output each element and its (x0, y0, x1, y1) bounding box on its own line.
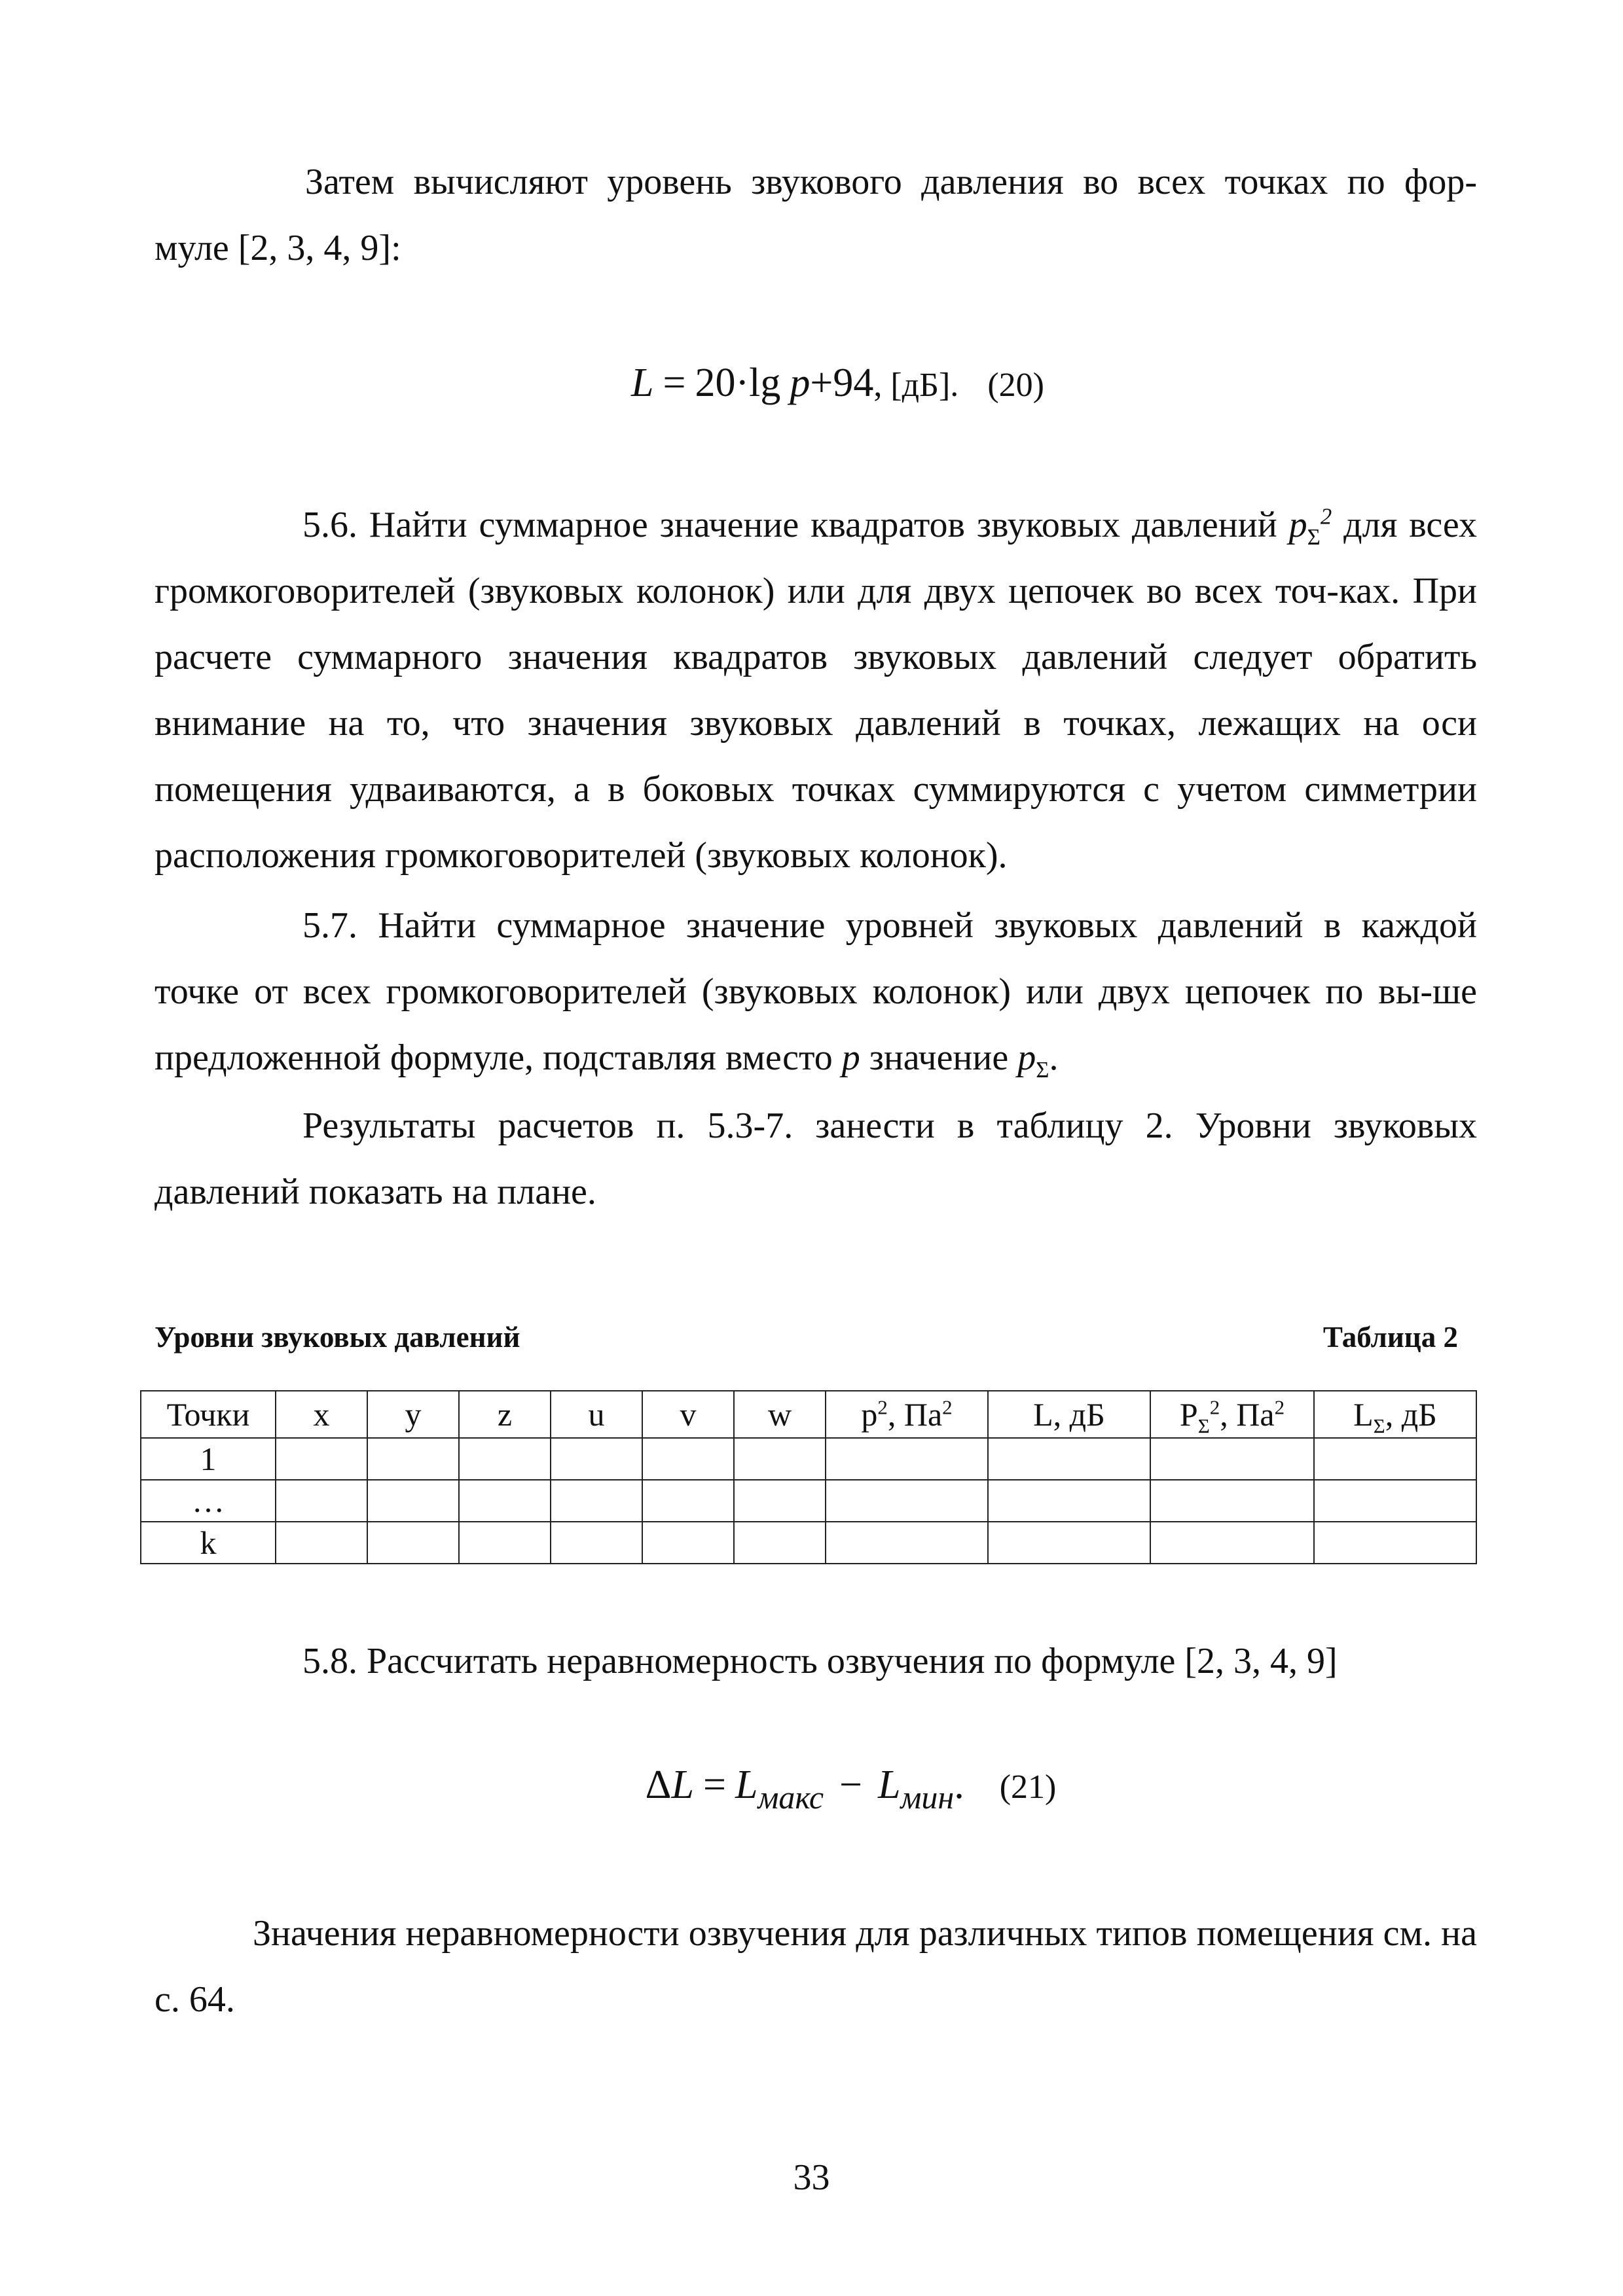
table-cell (276, 1522, 367, 1564)
th-psum-sup: 2 (1209, 1395, 1220, 1419)
equation-20 (0, 360, 1623, 406)
th-psum-sub: Σ (1197, 1414, 1210, 1437)
eq21-l2-sub: мин (900, 1779, 955, 1816)
th-lsum-sub: Σ (1373, 1414, 1385, 1437)
th-u: u (551, 1391, 642, 1438)
th-psum (1150, 1391, 1314, 1438)
table-cell (551, 1480, 642, 1522)
p56-start: 5.6. Найти суммарное значение квадратов звуковых давлений (302, 505, 1277, 545)
table-header-row (141, 1391, 1476, 1438)
eq20-var: p (790, 361, 811, 405)
eq20-coef: 20 (695, 361, 736, 405)
th-x: x (276, 1391, 367, 1438)
th-v: v (642, 1391, 734, 1438)
row-label: … (141, 1480, 276, 1522)
table-cell (1314, 1438, 1476, 1480)
table-cell (551, 1438, 642, 1480)
eq20-unit: , [дБ]. (873, 367, 959, 404)
eq21-minus: − (839, 1763, 863, 1807)
th-p2-sup: 2 (877, 1395, 888, 1419)
p56-symbol (1288, 503, 1332, 550)
eq21-delta: Δ (645, 1763, 672, 1807)
p57-psum-sub: Σ (1036, 1057, 1049, 1083)
eq21-equals: = (703, 1763, 726, 1807)
table-cell (734, 1438, 826, 1480)
eq21-number: (21) (999, 1768, 1057, 1806)
table-row (141, 1438, 1476, 1480)
paragraph-intro-line1: Затем вычисляют уровень звукового давления во всех точках по фор- (305, 162, 1477, 202)
eq20-equals: = (663, 361, 686, 405)
table-cell (734, 1480, 826, 1522)
table-cell (826, 1480, 988, 1522)
th-p2 (826, 1391, 988, 1438)
table-cell (988, 1522, 1150, 1564)
p57-p: p (841, 1037, 860, 1078)
th-z: z (459, 1391, 551, 1438)
table-cell (367, 1438, 459, 1480)
eq21-l2: L (878, 1763, 901, 1807)
paragraph-5-6 (155, 492, 1477, 889)
table-cell (734, 1522, 826, 1564)
table-cell (1150, 1480, 1314, 1522)
p57-start: 5.7. Найти суммарное значение уровней звуковых давлений в каждой точке от всех громкоговорителей (звуковых колонок) или двух цепочек по вы-ше предложенной формуле, подставляя вместо (155, 905, 1477, 1078)
table-cell (826, 1522, 988, 1564)
paragraph-results: Результаты расчетов п. 5.3-7. занести в таблицу 2. Уровни звуковых давлений показать на плане. (155, 1105, 1477, 1212)
th-w: w (734, 1391, 826, 1438)
p56-symbol-sub: Σ (1307, 524, 1321, 550)
th-lsum-base: L (1353, 1396, 1374, 1433)
table-cell (1150, 1522, 1314, 1564)
eq20-dot: · (735, 361, 750, 405)
equation-21 (0, 1762, 1623, 1816)
table-cell (276, 1438, 367, 1480)
eq20-number: (20) (987, 367, 1044, 404)
page-number: 33 (793, 2157, 830, 2198)
p57-psum-base: p (1017, 1037, 1036, 1078)
paragraph-intro-line2: муле [2, 3, 4, 9]: (155, 228, 401, 268)
th-p2-unit-sup: 2 (942, 1395, 953, 1419)
eq20-lhs: L (631, 361, 654, 405)
eq21-l1-sub: макс (757, 1779, 824, 1816)
paragraph-intro (155, 149, 1477, 281)
eq20-const: 94 (833, 361, 874, 405)
eq20-fn: lg (749, 361, 781, 405)
th-psum-unit: , Па (1220, 1396, 1275, 1433)
row-label: 1 (141, 1438, 276, 1480)
th-psum-base: P (1179, 1396, 1198, 1433)
p57-psum (1017, 1037, 1049, 1083)
table-cell (459, 1522, 551, 1564)
table-cell (988, 1480, 1150, 1522)
table-cell (1314, 1522, 1476, 1564)
eq21-end: . (954, 1763, 964, 1807)
table-cell (459, 1480, 551, 1522)
table-cell (1314, 1480, 1476, 1522)
table-cell (988, 1438, 1150, 1480)
table-cell (459, 1438, 551, 1480)
th-points: Точки (141, 1391, 276, 1438)
row-label: k (141, 1522, 276, 1564)
table-cell (367, 1522, 459, 1564)
eq20-plus: + (810, 361, 833, 405)
eq21-l1: L (735, 1763, 758, 1807)
table-cell (1150, 1438, 1314, 1480)
table-cell (826, 1438, 988, 1480)
paragraph-5-7 (155, 893, 1477, 1091)
sound-pressure-table (140, 1390, 1477, 1564)
table-caption-number: Таблица 2 (1322, 1321, 1458, 1354)
p57-mid: значение (869, 1037, 1009, 1078)
p56-symbol-base: p (1288, 505, 1307, 545)
table-row (141, 1522, 1476, 1564)
table-cell (642, 1438, 734, 1480)
th-L: L, дБ (988, 1391, 1150, 1438)
paragraph-5-8: 5.8. Рассчитать неравномерность озвучения по формуле [2, 3, 4, 9] (302, 1641, 1338, 1681)
eq21-lhs: L (671, 1763, 694, 1807)
table-cell (642, 1480, 734, 1522)
th-lsum (1314, 1391, 1476, 1438)
th-y: y (367, 1391, 459, 1438)
p57-end: . (1049, 1037, 1059, 1078)
table-cell (276, 1480, 367, 1522)
th-psum-unit-sup: 2 (1274, 1395, 1285, 1419)
table-row (141, 1480, 1476, 1522)
table-caption-title: Уровни звуковых давлений (155, 1321, 520, 1354)
table-cell (551, 1522, 642, 1564)
table-cell (367, 1480, 459, 1522)
p56-symbol-sup: 2 (1320, 503, 1332, 529)
table-cell (642, 1522, 734, 1564)
paragraph-nonuniformity: Значения неравномерности озвучения для различных типов помещения см. на с. 64. (155, 1913, 1477, 2020)
p56-rest: для всех громкоговорителей (звуковых колонок) или для двух цепочек во всех точ-ках. При расчете суммарного значения квадратов звуковых давлений следует обратить внимание на то, что значения звуковых давлений в точках, лежащих на оси помещения удваиваются, а в боковых точках суммируются с учетом симметрии расположения громкоговорителей (звуковых колонок). (155, 505, 1478, 876)
th-p2-base: p (861, 1396, 878, 1433)
th-p2-unit: , Па (887, 1396, 943, 1433)
th-lsum-unit: , дБ (1385, 1396, 1437, 1433)
